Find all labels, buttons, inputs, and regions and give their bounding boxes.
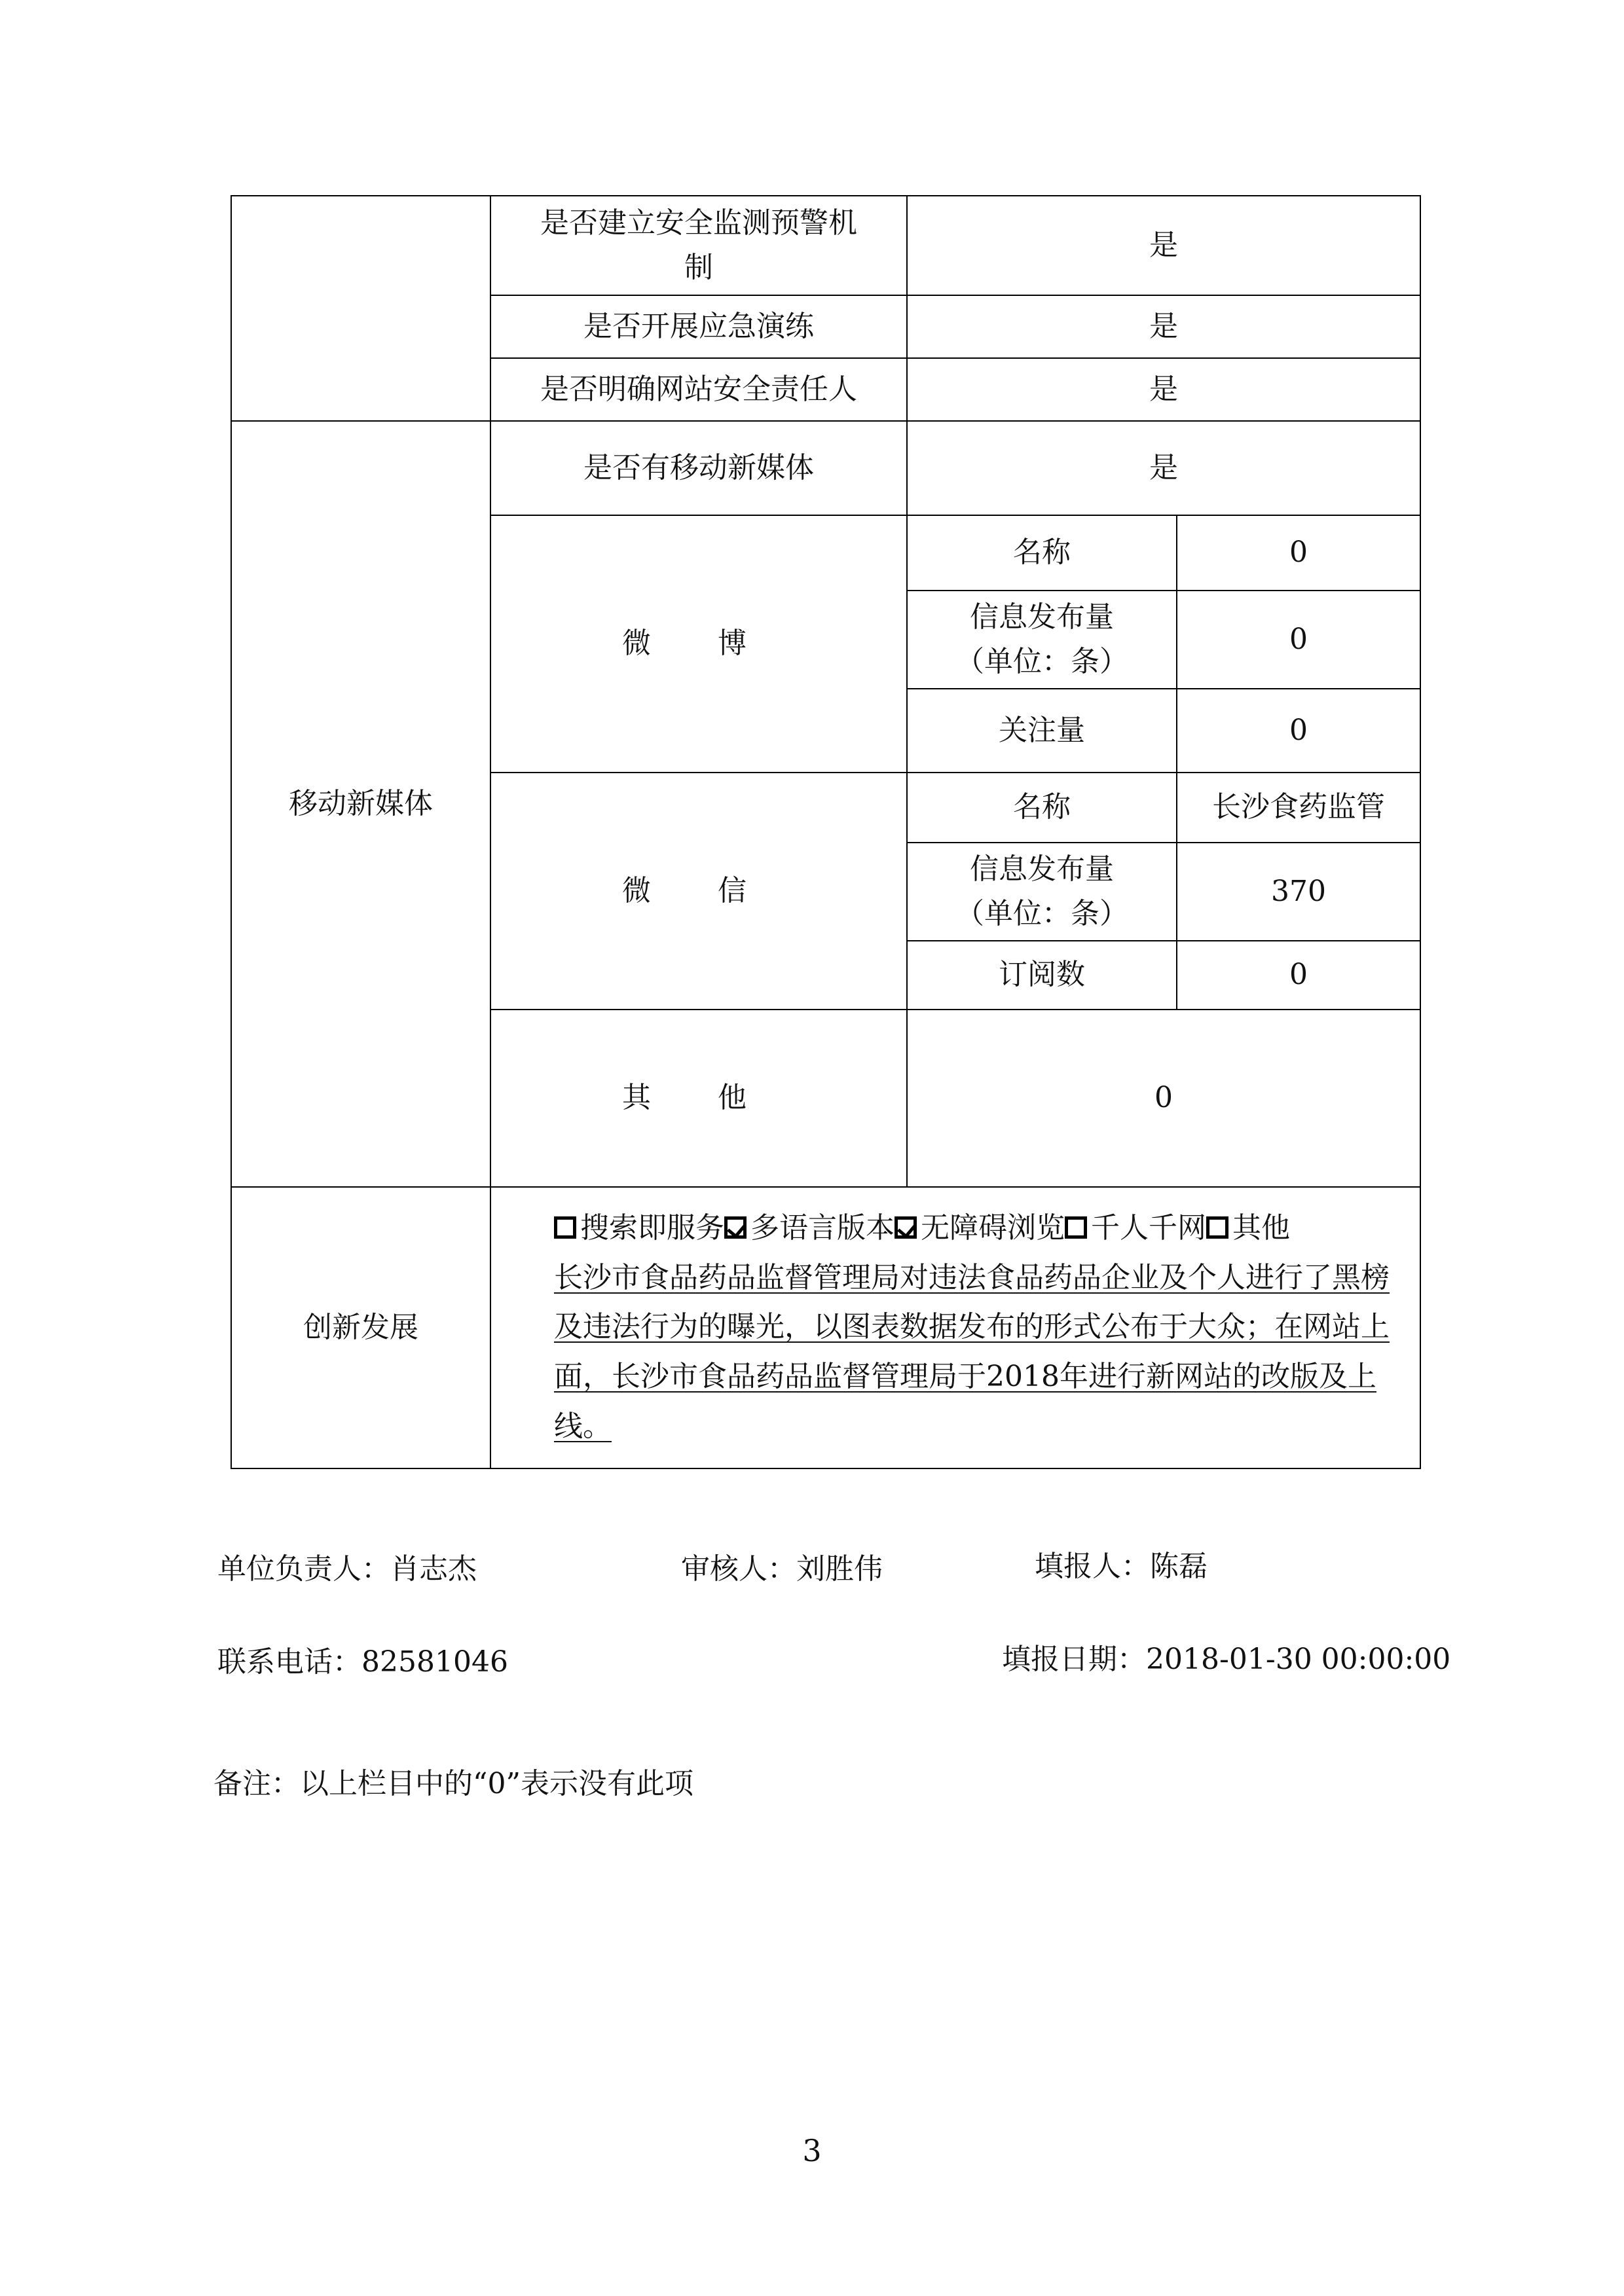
option-label: 无障碍浏览	[921, 1211, 1065, 1245]
weixin-label: 微 信	[490, 773, 907, 1010]
sub-value: 长沙食药监管	[1177, 773, 1420, 843]
checkbox-unchecked-icon[interactable]	[1065, 1216, 1087, 1239]
sub-value: 0	[1177, 689, 1420, 773]
filler: 填报人：陈磊	[1035, 1550, 1208, 1583]
row-label: 是否明确网站安全责任人	[490, 358, 907, 421]
option-label: 搜索即服务	[580, 1211, 724, 1245]
row-value: 是	[907, 358, 1420, 421]
mobile-section-label: 移动新媒体	[231, 421, 490, 1187]
checkbox-unchecked-icon[interactable]	[1206, 1216, 1228, 1239]
report-table	[231, 195, 1421, 1469]
innovation-section-label: 创新发展	[231, 1187, 490, 1468]
page-number: 3	[802, 2133, 822, 2168]
table-row	[231, 1187, 1420, 1468]
innovation-options	[554, 1203, 1407, 1253]
checkbox-checked-icon[interactable]	[724, 1216, 747, 1239]
contact-phone: 联系电话：82581046	[217, 1645, 508, 1679]
row-label: 是否开展应急演练	[490, 295, 907, 358]
responsible-person: 单位负责人：肖志杰	[217, 1552, 477, 1586]
table-row	[231, 196, 1420, 295]
row-value: 是	[907, 196, 1420, 295]
row-value: 是	[907, 421, 1420, 515]
remark: 备注：以上栏目中的“0”表示没有此项	[213, 1767, 693, 1800]
checkbox-checked-icon[interactable]	[895, 1216, 917, 1239]
checkbox-unchecked-icon[interactable]	[554, 1216, 576, 1239]
sub-label: 名称	[907, 773, 1177, 843]
sub-value: 0	[1177, 941, 1420, 1010]
sub-label: 关注量	[907, 689, 1177, 773]
sub-label: 信息发布量（单位：条）	[907, 591, 1177, 689]
option-label: 多语言版本	[750, 1211, 895, 1245]
sub-label: 信息发布量（单位：条）	[907, 843, 1177, 941]
other-label: 其 他	[490, 1010, 907, 1187]
innovation-description: 长沙市食品药品监督管理局对违法食品药品企业及个人进行了黑榜及违法行为的曝光，以图表数据发布的形式公布于大众；在网站上面，长沙市食品药品监督管理局于2018年进行新网站的改版及上线。	[554, 1260, 1390, 1443]
sub-value: 0	[1177, 515, 1420, 591]
row-label: 是否建立安全监测预警机制	[490, 196, 907, 295]
table-row	[231, 421, 1420, 515]
option-label: 千人千网	[1091, 1211, 1206, 1245]
security-section-cell	[231, 196, 490, 421]
row-label: 是否有移动新媒体	[490, 421, 907, 515]
sub-value: 370	[1177, 843, 1420, 941]
sub-value: 0	[1177, 591, 1420, 689]
option-label: 其他	[1232, 1211, 1290, 1245]
fill-date: 填报日期：2018-01-30 00:00:00	[1002, 1643, 1451, 1676]
innovation-content	[490, 1187, 1420, 1468]
row-value: 是	[907, 295, 1420, 358]
weibo-label: 微 博	[490, 515, 907, 773]
reviewer: 审核人：刘胜伟	[681, 1552, 883, 1586]
sub-label: 名称	[907, 515, 1177, 591]
other-value: 0	[907, 1010, 1420, 1187]
sub-label: 订阅数	[907, 941, 1177, 1010]
